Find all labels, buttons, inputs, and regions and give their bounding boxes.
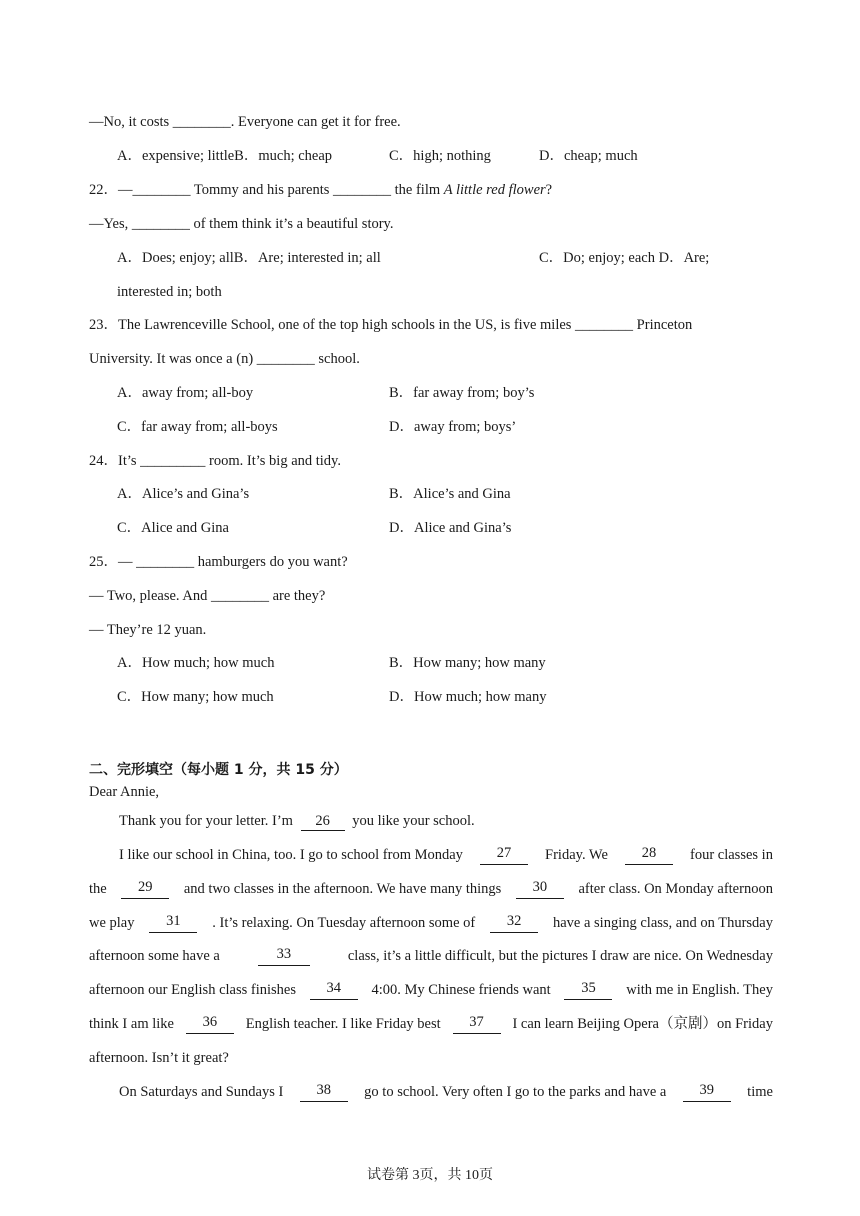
p2-l1a: I like our school in China, too. I go to school from Monday [119, 847, 463, 863]
p2-l3b: . It’s relaxing. On Tuesday afternoon some of [212, 915, 476, 931]
letter-paragraph-3 [119, 1082, 773, 1102]
q23-stem-line1: 23．The Lawrenceville School, one of the top high schools in the US, is five miles ________ Princeton [89, 317, 693, 333]
blank-37[interactable]: 37 [453, 1014, 501, 1034]
blank-33[interactable]: 33 [258, 946, 310, 966]
blank-30[interactable]: 30 [516, 879, 564, 899]
blank-39[interactable]: 39 [683, 1082, 731, 1102]
q23-option-b: B．far away from; boy’s [389, 385, 535, 401]
q23-option-c: C．far away from; all-boys [117, 419, 278, 435]
q21-option-d: D．cheap; much [539, 148, 638, 164]
p3-text-c: time [747, 1084, 773, 1100]
q25-stem-line2: — Two, please. And ________ are they? [89, 588, 326, 604]
p2-l6c: I can learn Beijing Opera（京剧）on Friday [512, 1016, 773, 1032]
p2-l5a: afternoon our English class finishes [89, 982, 296, 998]
q24-option-a: A．Alice’s and Gina’s [117, 486, 250, 502]
q24-option-c: C．Alice and Gina [117, 520, 229, 536]
p1-text-a: Thank you for your letter. I’m [119, 813, 293, 829]
q22-answer-line: —Yes, ________ of them think it’s a beautiful story. [89, 216, 394, 232]
q22-stem-post: ? [545, 182, 553, 198]
letter-salutation: Dear Annie, [89, 784, 160, 800]
blank-31[interactable]: 31 [149, 913, 197, 933]
q25-option-d: D．How much; how many [389, 689, 547, 705]
q25-stem-line1: 25．— ________ hamburgers do you want? [89, 554, 348, 570]
blank-32[interactable]: 32 [490, 913, 538, 933]
blank-28[interactable]: 28 [625, 845, 673, 865]
blank-36[interactable]: 36 [186, 1014, 234, 1034]
q22-stem [89, 180, 552, 200]
p2-l1b: Friday. We [545, 847, 608, 863]
p2-l4b: class, it’s a little difficult, but the pictures I draw are nice. On Wednesday [347, 948, 773, 964]
p2-l2b: and two classes in the afternoon. We have many things [183, 881, 502, 897]
letter-p2-line-3 [89, 913, 773, 933]
p2-l1c: four classes in [690, 847, 773, 863]
q22-film-title: A little red flower [443, 182, 546, 198]
p2-l5c: with me in English. They [626, 982, 773, 998]
letter-p2-line-2 [89, 879, 773, 899]
q22-option-d-cont: interested in; both [117, 284, 222, 300]
q25-option-c: C．How many; how much [117, 689, 274, 705]
letter-p2-line-4 [89, 946, 773, 966]
letter-p2-line-5 [89, 980, 773, 1000]
q25-option-b: B．How many; how many [389, 655, 546, 671]
p2-l4a: afternoon some have a [89, 948, 220, 964]
p2-l6b: English teacher. I like Friday best [245, 1016, 441, 1032]
q24-option-b: B．Alice’s and Gina [389, 486, 511, 502]
blank-34[interactable]: 34 [310, 980, 358, 1000]
blank-26[interactable]: 26 [301, 813, 345, 831]
letter-p2-line-1 [119, 845, 773, 865]
q23-option-a: A．away from; all-boy [117, 385, 254, 401]
q22-stem-pre: 22．—________ Tommy and his parents ________ the film [89, 182, 444, 198]
p3-text-b: go to school. Very often I go to the parks and have a [364, 1084, 667, 1100]
p3-text-a: On Saturdays and Sundays I [119, 1084, 284, 1100]
blank-38[interactable]: 38 [300, 1082, 348, 1102]
q23-option-d: D．away from; boys’ [389, 419, 517, 435]
q25-option-a: A．How much; how much [117, 655, 275, 671]
section-heading: 二、完形填空（每小题 1 分，共 15 分） [89, 762, 348, 778]
p2-l3c: have a singing class, and on Thursday [552, 915, 773, 931]
p2-l2c: after class. On Monday afternoon [578, 881, 773, 897]
q25-stem-line3: — They’re 12 yuan. [89, 622, 207, 638]
p2-l3a: we play [89, 915, 135, 931]
p2-l2a: the [89, 881, 107, 897]
p2-l5b: 4:00. My Chinese friends want [371, 982, 551, 998]
p2-l6a: think I am like [89, 1016, 174, 1032]
blank-27[interactable]: 27 [480, 845, 528, 865]
blank-35[interactable]: 35 [564, 980, 612, 1000]
q22-option-cd: C．Do; enjoy; each D．Are; [539, 250, 710, 266]
q24-option-d: D．Alice and Gina’s [389, 520, 512, 536]
q22-option-ab: A．Does; enjoy; allB．Are; interested in; all [117, 250, 381, 266]
q24-stem: 24．It’s _________ room. It’s big and tidy. [89, 453, 341, 469]
letter-paragraph-1 [119, 811, 475, 831]
p1-text-c: you like your school. [352, 813, 475, 829]
letter-p2-line-7: afternoon. Isn’t it great? [89, 1050, 229, 1066]
blank-29[interactable]: 29 [121, 879, 169, 899]
q23-stem-line2: University. It was once a (n) ________ school. [89, 351, 360, 367]
q21-option-ab: A．expensive; littleB．much; cheap [117, 148, 333, 164]
page-footer: 试卷第 3页，共 10页 [367, 1168, 493, 1183]
q21-dialogue-line: —No, it costs ________. Everyone can get it for free. [89, 114, 401, 130]
q21-option-c: C．high; nothing [389, 148, 491, 164]
letter-p2-line-6 [89, 1014, 773, 1034]
